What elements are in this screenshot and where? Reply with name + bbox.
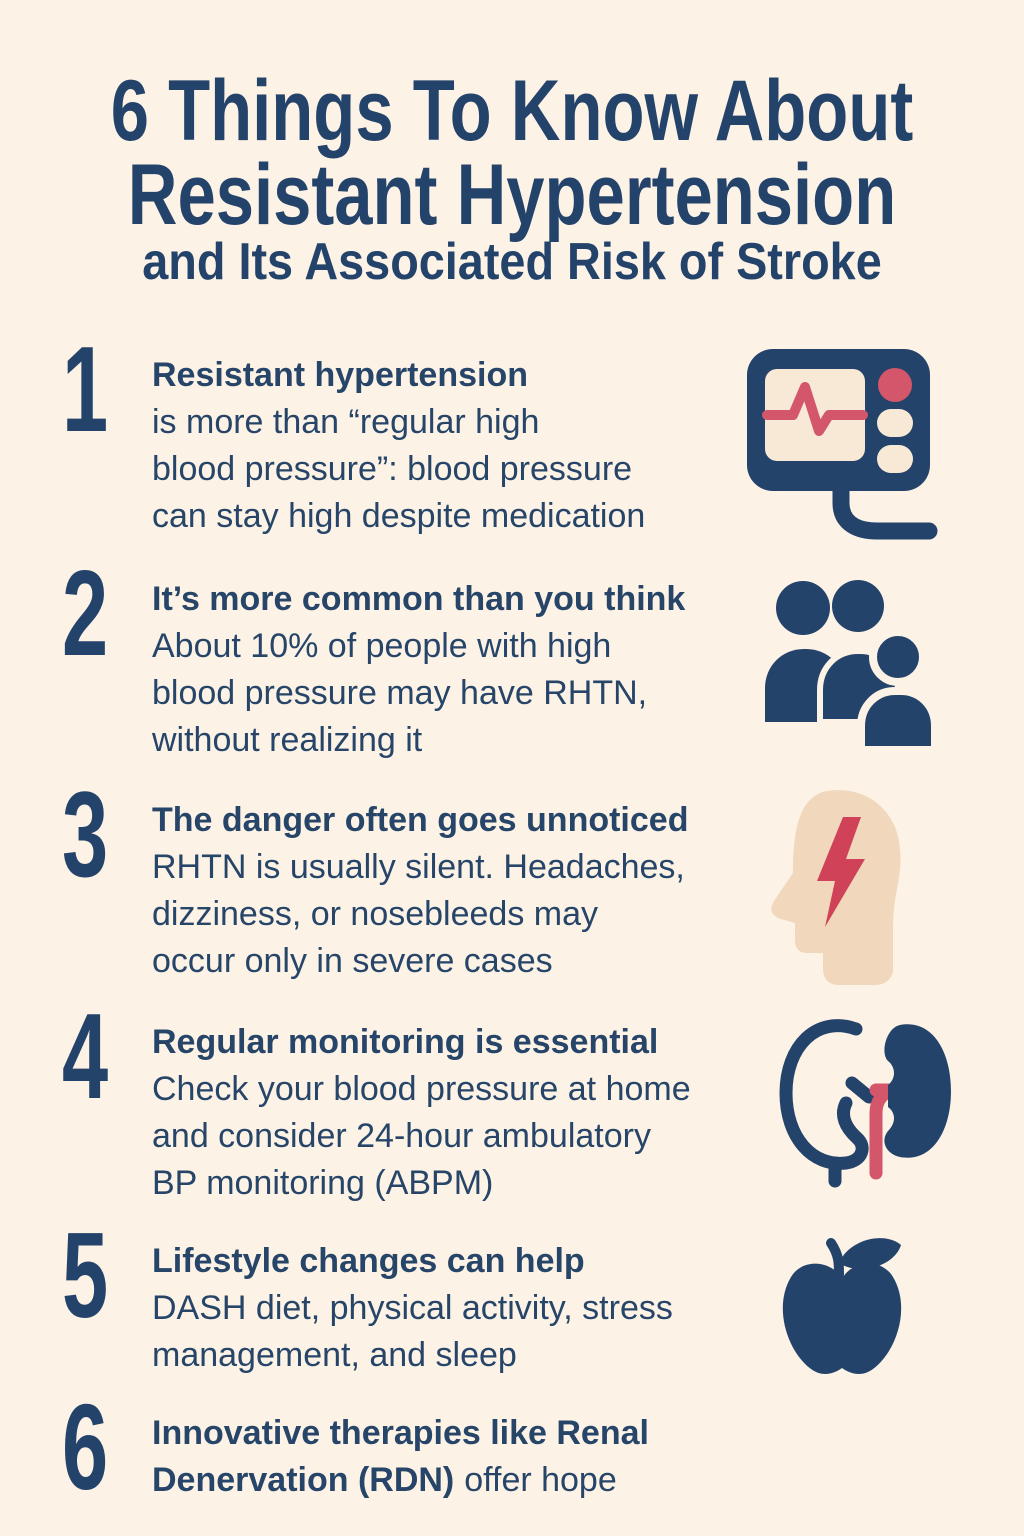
item-3-line: dizziness, or nosebleeds may	[152, 895, 599, 933]
item-1-line: is more than “regular high	[152, 403, 540, 441]
item-2-line: blood pressure may have RHTN,	[152, 674, 648, 712]
item-6-suffix: offer hope	[464, 1461, 617, 1499]
item-2-heading: It’s more common than you think	[152, 580, 686, 618]
item-5-line: management, and sleep	[152, 1336, 517, 1374]
item-2-text	[152, 576, 792, 764]
item-6-number: 6	[62, 1379, 109, 1515]
head-with-lightning-icon	[757, 785, 917, 990]
item-5-heading: Lifestyle changes can help	[152, 1242, 585, 1280]
item-3-heading: The danger often goes unnoticed	[152, 801, 689, 839]
item-1-line: blood pressure”: blood pressure	[152, 450, 633, 488]
item-4-line: and consider 24-hour ambulatory	[152, 1117, 651, 1155]
item-1-number: 1	[62, 321, 109, 457]
item-3-text	[152, 797, 792, 985]
item-5-number: 5	[62, 1207, 109, 1343]
item-3-line: RHTN is usually silent. Headaches,	[152, 848, 685, 886]
blood-pressure-monitor-icon	[743, 345, 938, 545]
item-5-text	[152, 1238, 792, 1379]
item-3-number: 3	[62, 766, 109, 902]
title-subtitle: and Its Associated Risk of Stroke	[142, 233, 882, 291]
title-line-2: Resistant Hypertension	[127, 147, 897, 243]
apple-icon	[775, 1227, 910, 1382]
item-2-line: without realizing it	[152, 721, 423, 759]
item-6-heading: Denervation (RDN)	[152, 1461, 455, 1499]
item-1-line: can stay high despite medication	[152, 497, 646, 535]
item-2-number: 2	[62, 545, 109, 681]
item-1-text	[152, 352, 792, 540]
item-6-heading: Innovative therapies like Renal	[152, 1414, 649, 1452]
item-4-text	[152, 1019, 792, 1207]
item-2-line: About 10% of people with high	[152, 627, 612, 665]
item-3-line: occur only in severe cases	[152, 942, 553, 980]
kidneys-icon	[772, 1013, 952, 1188]
item-4-heading: Regular monitoring is essential	[152, 1023, 659, 1061]
title-line-1: 6 Things To Know About	[110, 63, 914, 159]
item-4-number: 4	[62, 988, 109, 1124]
item-1-heading: Resistant hypertension	[152, 356, 528, 394]
item-5-line: DASH diet, physical activity, stress	[152, 1289, 673, 1327]
people-group-icon	[762, 580, 947, 750]
item-4-line: Check your blood pressure at home	[152, 1070, 691, 1108]
item-6-text	[152, 1410, 792, 1504]
item-4-line: BP monitoring (ABPM)	[152, 1164, 494, 1202]
